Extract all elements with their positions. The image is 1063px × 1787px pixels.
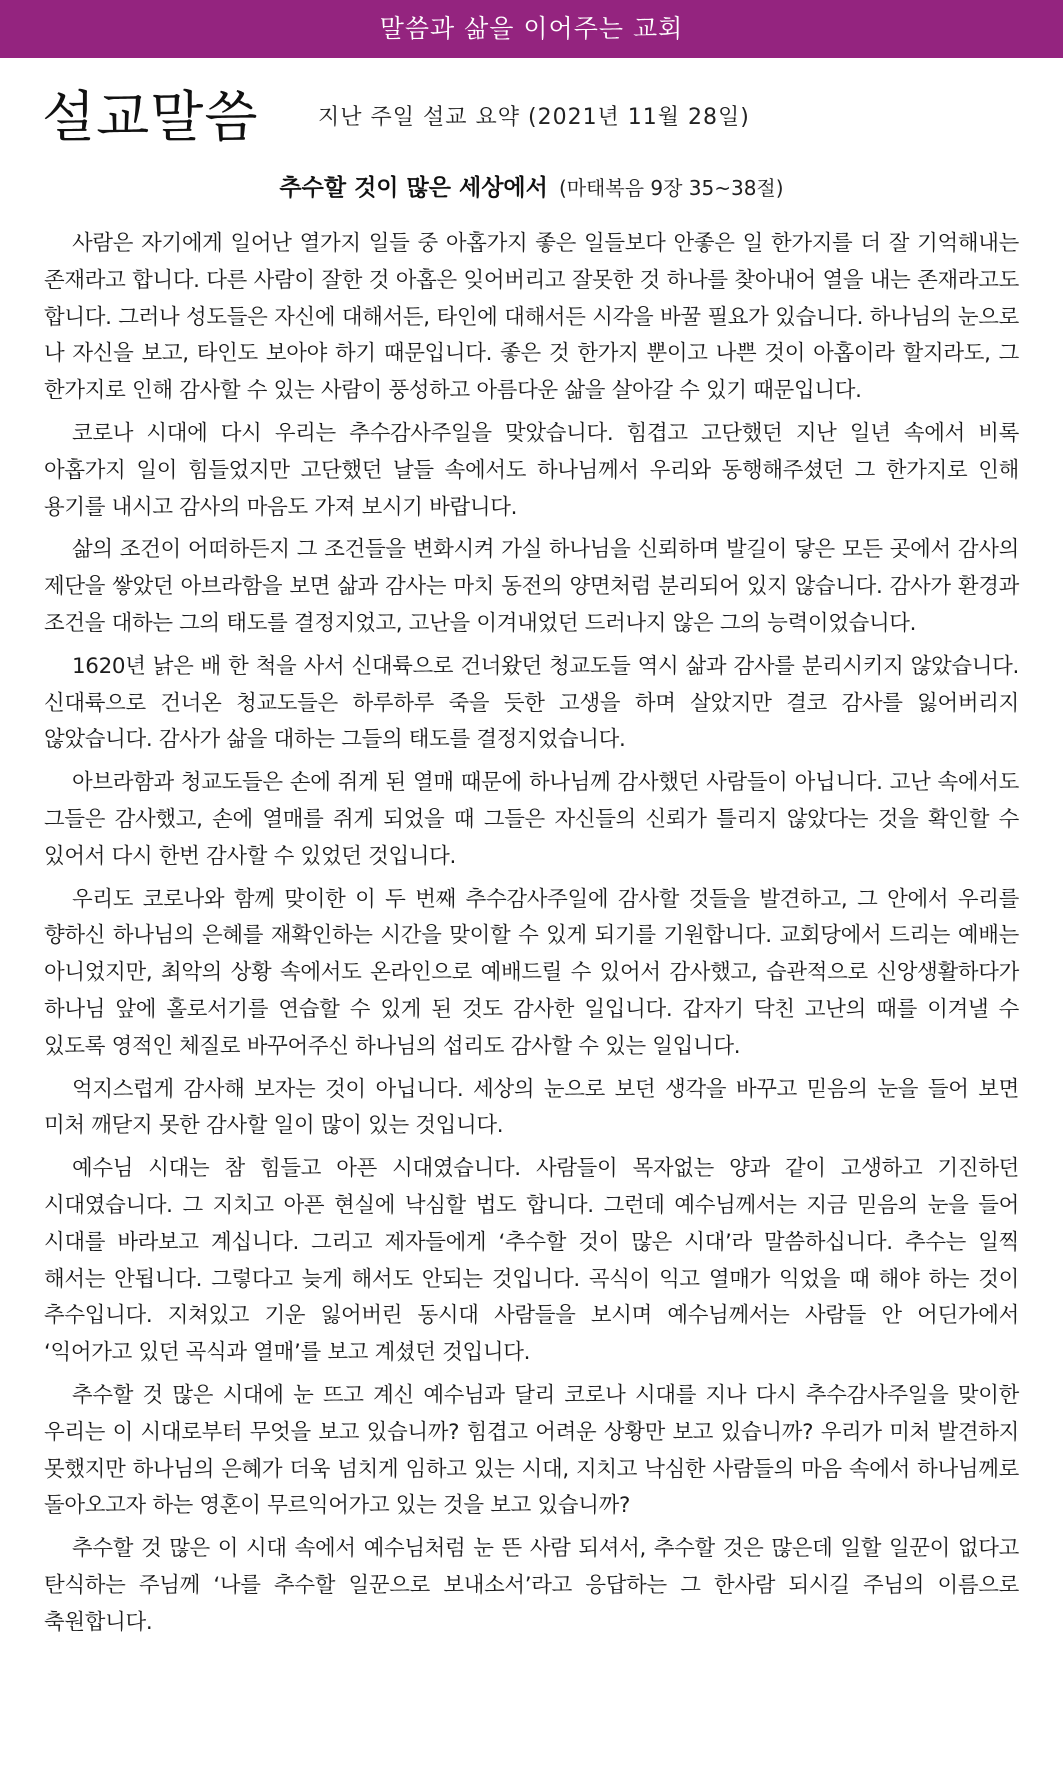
sermon-paragraph: 예수님 시대는 참 힘들고 아픈 시대였습니다. 사람들이 목자없는 양과 같이 고생하고 기진하던 시대였습니다. 그 지치고 아픈 현실에 낙심할 법도 합니다. 그런데 예수님께서는 지금 믿음의 눈을 들어 시대를 바라보고 계십니다. 그리고 제자들에게 ‘추수할 것이 많은 시대’라 말씀하십니다. 추수는 일찍 해서는 안됩니다. 그렇다고 늦게 해서도 안되는 것입니다. 곡식이 익고 열매가 익었을 때 해야 하는 것이 추수입니다. 지쳐있고 기운 잃어버린 동시대 사람들을 보시며 예수님께서는 사람들 안 어딘가에서 ‘익어가고 있던 곡식과 열매’를 보고 계셨던 것입니다. xyxy=(44,1156,1019,1366)
sermon-paragraph: 추수할 것 많은 이 시대 속에서 예수님처럼 눈 뜬 사람 되셔서, 추수할 것은 많은데 일할 일꾼이 없다고 탄식하는 주님께 ‘나를 추수할 일꾼으로 보내소서’라고 응답하는 그 한사람 되시길 주님의 이름으로 축원합니다. xyxy=(44,1536,1019,1635)
top-banner xyxy=(0,0,1063,56)
sermon-paragraph: 추수할 것 많은 시대에 눈 뜨고 계신 예수님과 달리 코로나 시대를 지나 다시 추수감사주일을 맞이한 우리는 이 시대로부터 무엇을 보고 있습니까? 힘겹고 어려운 상황만 보고 있습니까? 우리가 미처 발견하지 못했지만 하나님의 은혜가 더욱 넘치게 임하고 있는 시대, 지치고 낙심한 사람들의 마음 속에서 하나님께로 돌아오고자 하는 영혼이 무르익어가고 있는 것을 보고 있습니까? xyxy=(44,1382,1019,1519)
sermon-body xyxy=(44,226,1019,1647)
sermon-title: 추수할 것이 많은 세상에서 xyxy=(279,175,548,201)
sermon-paragraph: 1620년 낡은 배 한 척을 사서 신대륙으로 건너왔던 청교도들 역시 삶과 감사를 분리시키지 않았습니다. 신대륙으로 건너온 청교도들은 하루하루 죽을 듯한 고생을 하며 살았지만 결코 감사를 잃어버리지 않았습니다. 감사가 삶을 대하는 그들의 태도를 결정지었습니다. xyxy=(44,653,1019,753)
sermon-paragraph: 억지스럽게 감사해 보자는 것이 아닙니다. 세상의 눈으로 보던 생각을 바꾸고 믿음의 눈을 들어 보면 미처 깨닫지 못한 감사할 일이 많이 있는 것입니다. xyxy=(44,1076,1019,1139)
sermon-paragraph: 아브라함과 청교도들은 손에 쥐게 된 열매 때문에 하나님께 감사했던 사람들이 아닙니다. 고난 속에서도 그들은 감사했고, 손에 열매를 쥐게 되었을 때 그들은 자신들의 신뢰가 틀리지 않았다는 것을 확인할 수 있어서 다시 한번 감사할 수 있었던 것입니다. xyxy=(44,770,1019,869)
banner-text: 말씀과 삶을 이어주는 교회 xyxy=(379,14,684,43)
page-header xyxy=(42,82,1022,162)
banner-underline xyxy=(0,56,1063,58)
sermon-paragraph: 사람은 자기에게 일어난 열가지 일들 중 아홉가지 좋은 일들보다 안좋은 일 한가지를 더 잘 기억해내는 존재라고 합니다. 다른 사람이 잘한 것 아홉은 잊어버리고 잘못한 것 하나를 찾아내어 열을 내는 존재라고도 합니다. 그러나 성도들은 자신에 대해서든, 타인에 대해서든 시각을 바꿀 필요가 있습니다. 하나님의 눈으로 나 자신을 보고, 타인도 보아야 하기 때문입니다. 좋은 것 한가지 뿐이고 나쁜 것이 아홉이라 할지라도, 그 한가지로 인해 감사할 수 있는 사람이 풍성하고 아름다운 삶을 살아갈 수 있기 때문입니다. xyxy=(44,231,1019,404)
section-subtitle: 지난 주일 설교 요약 (2021년 11월 28일) xyxy=(318,105,750,130)
section-title: 설교말씀 xyxy=(42,85,259,149)
scripture-reference: (마태복음 9장 35~38절) xyxy=(558,176,784,200)
sermon-paragraph: 코로나 시대에 다시 우리는 추수감사주일을 맞았습니다. 힘겹고 고단했던 지난 일년 속에서 비록 아홉가지 일이 힘들었지만 고단했던 날들 속에서도 하나님께서 우리와 동행해주셨던 그 한가지로 인해 용기를 내시고 감사의 마음도 가져 보시기 바랍니다. xyxy=(44,420,1019,520)
sermon-paragraph: 삶의 조건이 어떠하든지 그 조건들을 변화시켜 가실 하나님을 신뢰하며 발길이 닿은 모든 곳에서 감사의 제단을 쌓았던 아브라함을 보면 삶과 감사는 마치 동전의 양면처럼 분리되어 있지 않습니다. 감사가 환경과 조건을 대하는 그의 태도를 결정지었고, 고난을 이겨내었던 드러나지 않은 그의 능력이었습니다. xyxy=(44,537,1019,636)
sermon-title-row xyxy=(0,168,1063,210)
sermon-paragraph: 우리도 코로나와 함께 맞이한 이 두 번째 추수감사주일에 감사할 것들을 발견하고, 그 안에서 우리를 향하신 하나님의 은혜를 재확인하는 시간을 맞이할 수 있게 되기를 기원합니다. 교회당에서 드리는 예배는 아니었지만, 최악의 상황 속에서도 온라인으로 예배드릴 수 있어서 감사했고, 습관적으로 신앙생활하다가 하나님 앞에 홀로서기를 연습할 수 있게 된 것도 감사한 일입니다. 갑자기 닥친 고난의 때를 이겨낼 수 있도록 영적인 체질로 바꾸어주신 하나님의 섭리도 감사할 수 있는 일입니다. xyxy=(44,886,1019,1059)
